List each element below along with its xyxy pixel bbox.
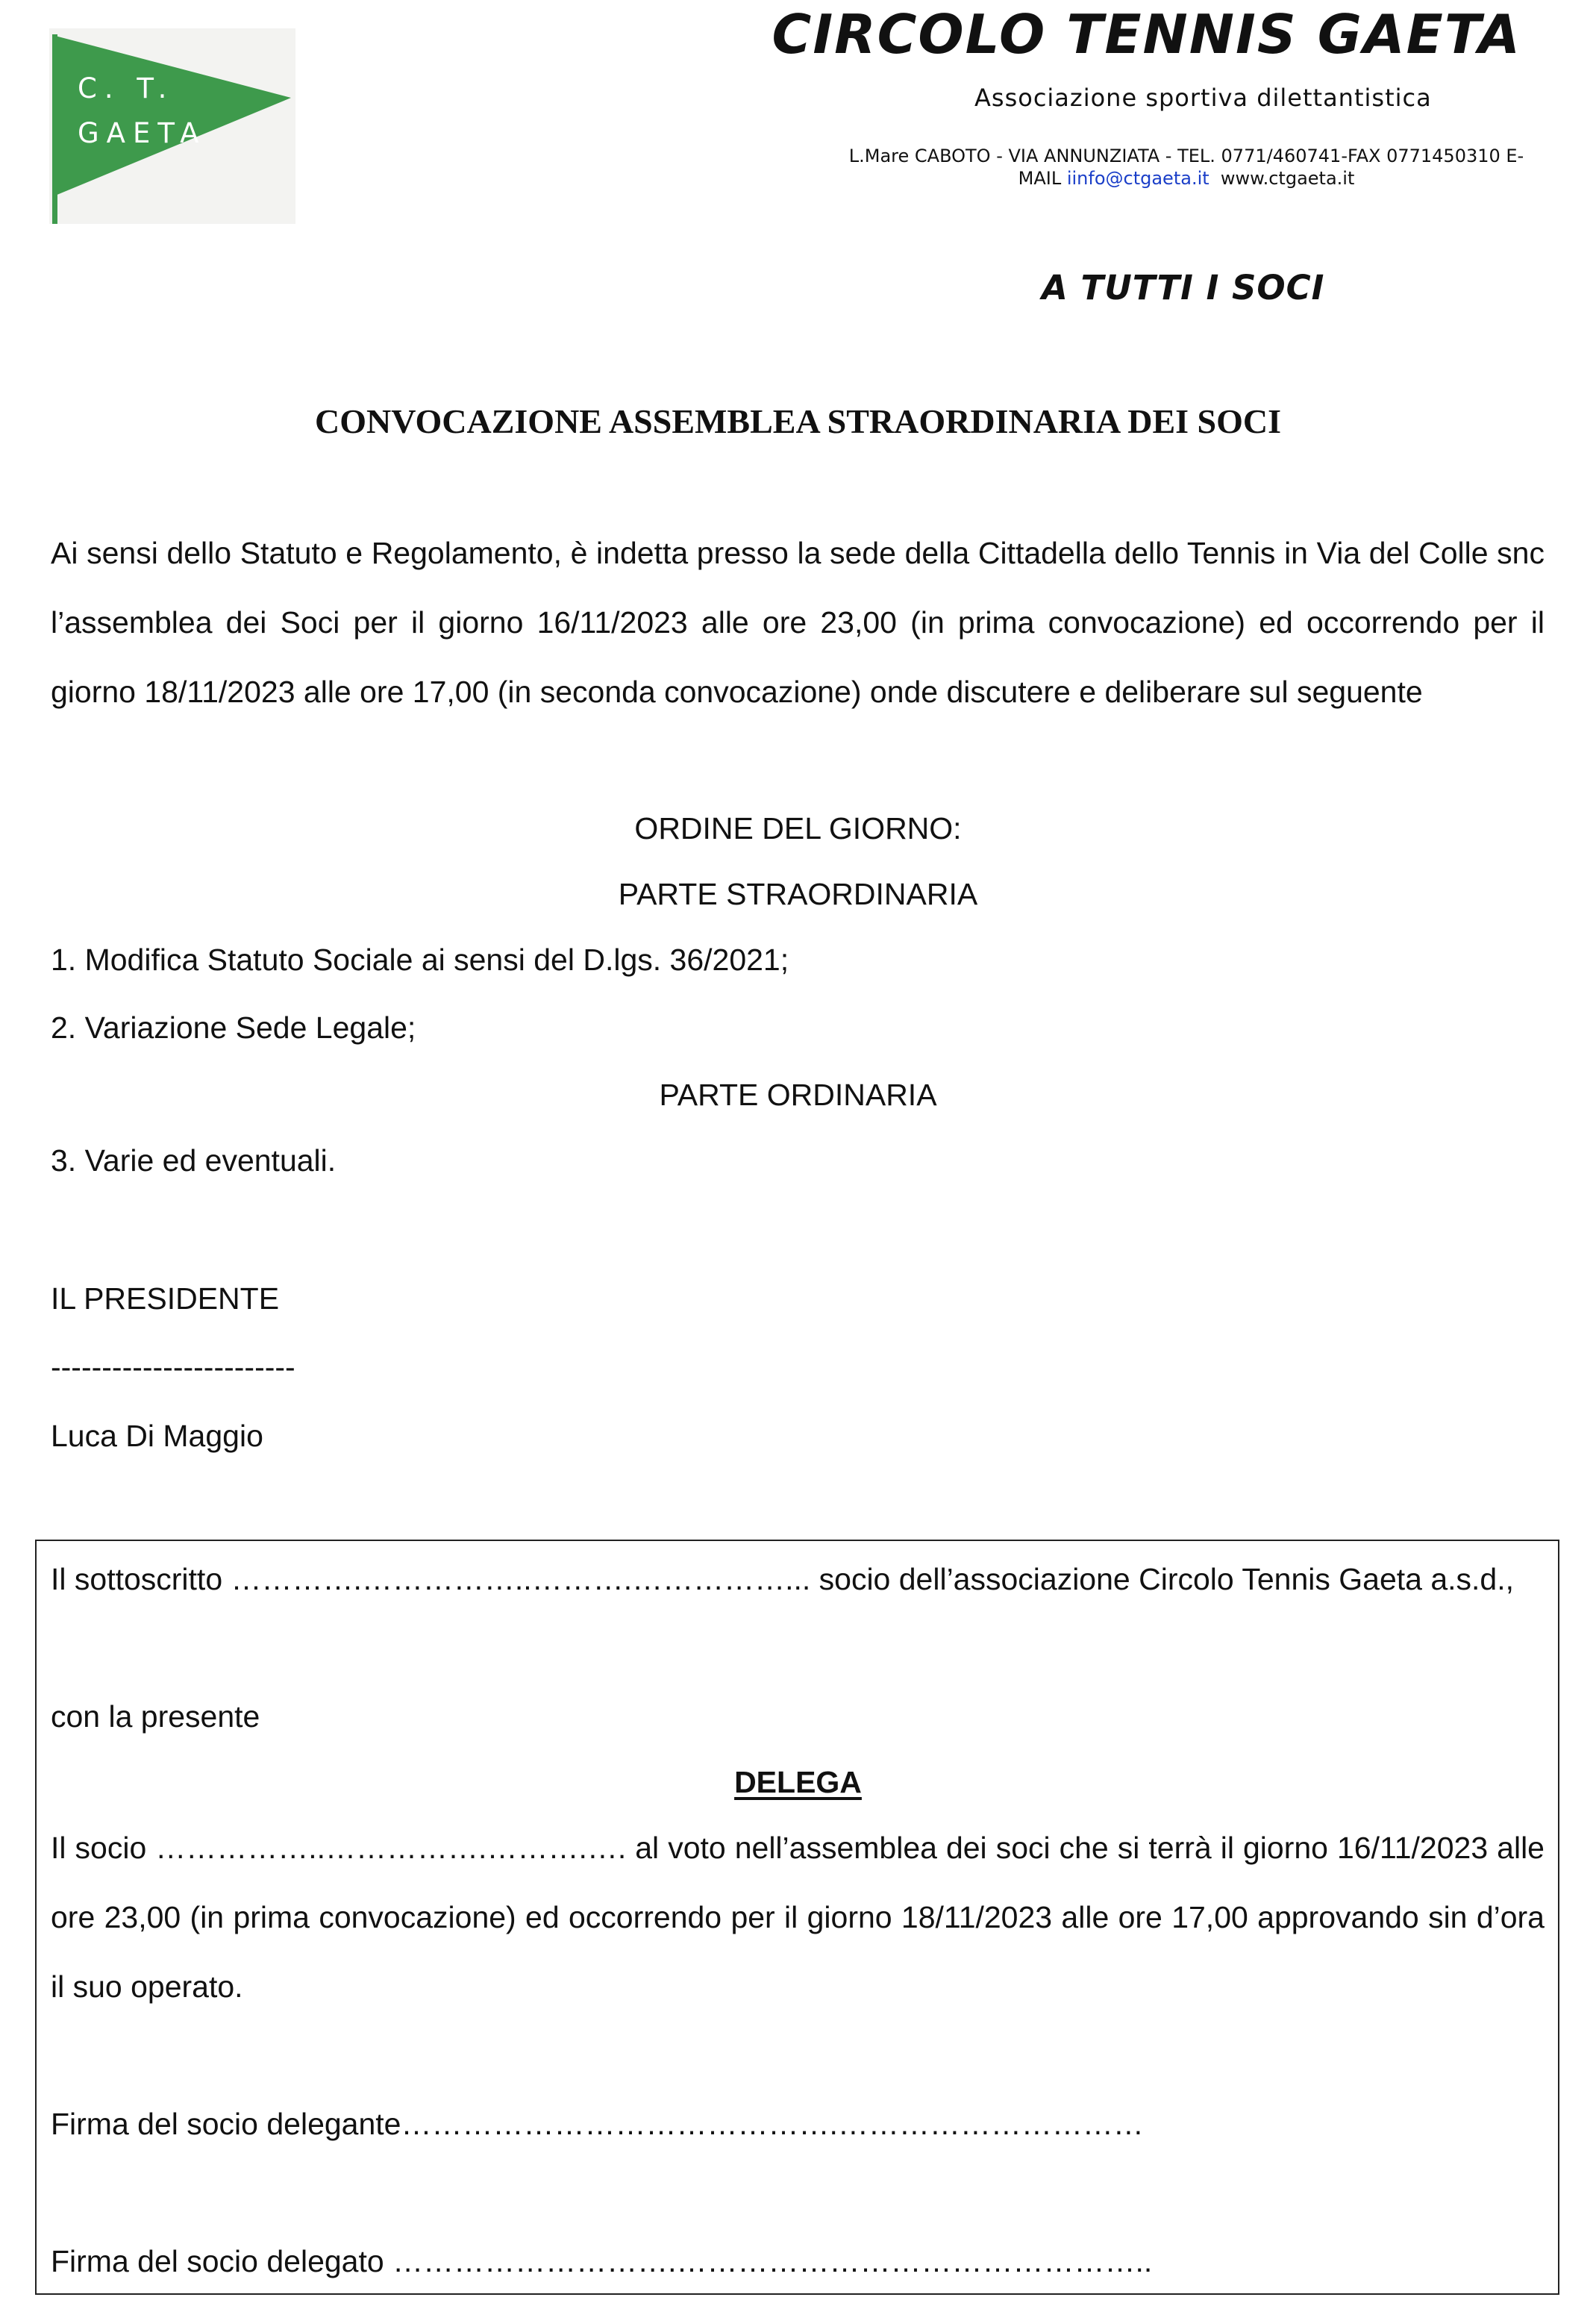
logo-text-line2: GAETA [78,117,207,149]
extraordinary-part-heading: PARTE STRAORDINARIA [618,877,978,911]
ordinary-part-heading: PARTE ORDINARIA [659,1078,937,1112]
contact-line2 [843,167,1530,190]
agenda-heading: ORDINE DEL GIORNO: [634,811,962,846]
president-name: Luca Di Maggio [51,1419,263,1453]
delegation-paragraph: Il socio ……………..…………….……….…. al voto nell’assemblea dei soci che si terrà il giorno 16/11/2023 alle ore 23,00 (in prima convocazione) ed occorrendo per il giorno 18/11/2023 alle ore 17,00 approvando sin d’ora il suo operato. [51,1831,1545,2004]
logo-text-line1: C. T. [78,72,175,104]
contact-line1: L.Mare CABOTO - VIA ANNUNZIATA - TEL. 0771/460741-FAX 0771450310 E- [848,146,1524,166]
contact-mail-prefix: MAIL [1018,168,1067,189]
delegato-signature-field[interactable]: Firma del socio delegato ……………………….……………………………………….. [51,2244,1153,2278]
agenda-item-3: 3. Varie ed eventuali. [51,1143,337,1178]
contact-info [843,145,1530,190]
president-role: IL PRESIDENTE [51,1281,280,1316]
agenda-item-1: 1. Modifica Statuto Sociale ai sensi del D.lgs. 36/2021; [51,943,789,977]
club-subtitle: Associazione sportiva dilettantistica [974,84,1432,112]
email-link[interactable]: iinfo@ctgaeta.it [1066,168,1209,189]
club-name: CIRCOLO TENNIS GAETA [772,3,1521,66]
delegante-signature-field[interactable]: Firma del socio delegante…………………………………….………………………… [51,2107,1144,2141]
delegation-intro: con la presente [51,1699,260,1734]
club-logo [49,28,295,224]
delegation-declaration: Il sottoscritto ………….……………..……….……………... socio dell’associazione Circolo Tennis Gaeta a.s.d., [51,1562,1514,1596]
document-title: CONVOCAZIONE ASSEMBLEA STRAORDINARIA DEI SOCI [314,402,1282,440]
website-link[interactable]: www.ctgaeta.it [1220,168,1355,189]
agenda-item-2: 2. Variazione Sede Legale; [51,1010,416,1045]
intro-paragraph: Ai sensi dello Statuto e Regolamento, è indetta presso la sede della Cittadella dello Tennis in Via del Colle snc l’assemblea dei Soci per il giorno 16/11/2023 alle ore 23,00 (in prima convocazione) ed occorrendo per il giorno 18/11/2023 alle ore 17,00 (in seconda convocazione) onde discutere e deliberare sul seguente [51,536,1545,709]
delegation-heading: DELEGA [734,1765,862,1799]
signature-line: ------------------------ [51,1350,295,1384]
recipients-heading: A TUTTI I SOCI [1042,268,1325,307]
